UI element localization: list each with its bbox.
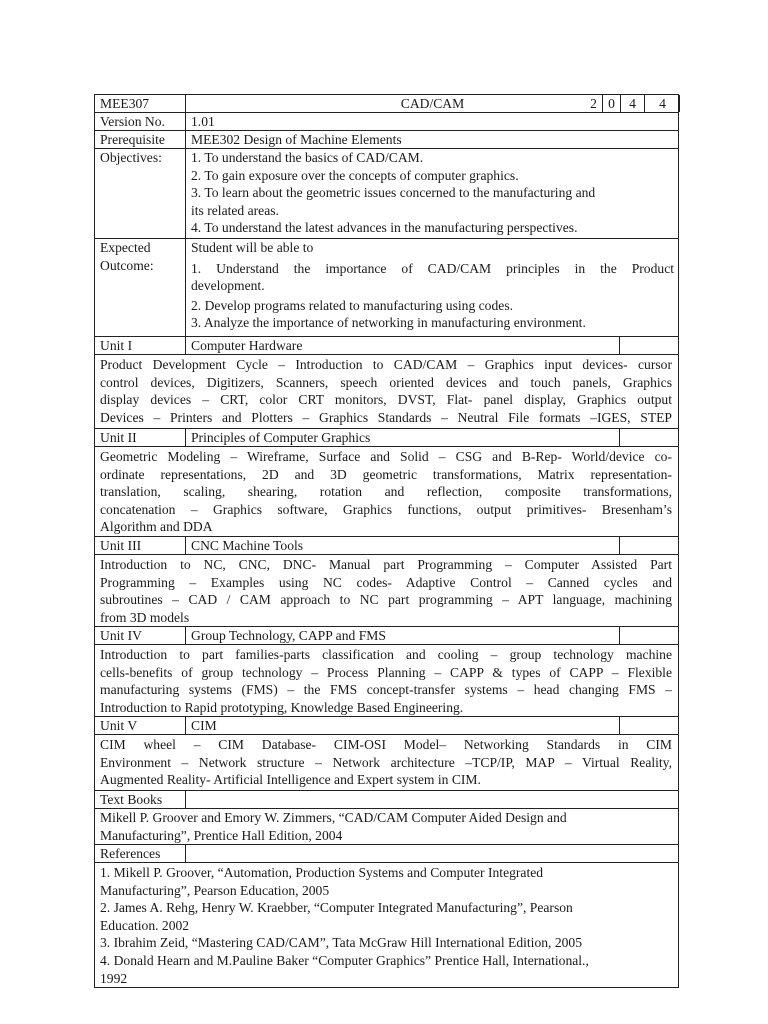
course-code: MEE307 xyxy=(95,95,186,112)
unit-line: manufacturing systems (FMS) – the FMS concept-transfer systems – head changing FMS – xyxy=(100,682,672,698)
reference-line: Education. 2002 xyxy=(100,917,190,933)
outcome-line: Student will be able to xyxy=(191,240,314,255)
outcome-label-line: Expected xyxy=(100,240,151,255)
unit-line: Product Development Cycle – Introduction to CAD/CAM – Graphics input devices- cursor xyxy=(100,357,672,372)
unit-title: Group Technology, CAPP and FMS xyxy=(186,627,620,644)
unit-content-row xyxy=(94,446,679,536)
unit-line: Introduction to Rapid prototyping, Knowledge Based Engineering. xyxy=(100,699,464,715)
version-row xyxy=(94,112,679,130)
unit-content xyxy=(95,447,678,536)
outcome-row xyxy=(94,238,679,336)
unit-line: Devices – Printers and Plotters – Graphics Standards – Neutral File formats –IGES, STEP xyxy=(100,409,672,425)
unit-label: Unit III xyxy=(95,537,186,554)
unit-line: CIM wheel – CIM Database- CIM-OSI Model– Networking Standards in CIM xyxy=(100,737,672,752)
unit-line: Augmented Reality- Artificial Intelligence and Expert system in CIM. xyxy=(100,772,481,788)
objective-line: 2. To gain exposure over the concepts of computer graphics. xyxy=(191,167,519,183)
course-header-row xyxy=(94,94,679,112)
unit-header-row xyxy=(94,626,679,644)
unit-label: Unit V xyxy=(95,717,186,734)
references-label: References xyxy=(95,845,186,862)
unit-title: Principles of Computer Graphics xyxy=(186,429,620,446)
unit-line: Environment – Network structure – Network architecture –TCP/IP, MAP – Virtual Reality, xyxy=(100,754,672,770)
objective-line: 3. To learn about the geometric issues concerned to the manufacturing and xyxy=(191,185,596,201)
prerequisite-label: Prerequisite xyxy=(95,131,186,148)
unit-content xyxy=(95,555,678,626)
unit-header-row xyxy=(94,536,679,554)
unit-line: cells-benefits of group technology – Process Planning – CAPP & types of CAPP – Flexible xyxy=(100,664,672,680)
unit-title: CNC Machine Tools xyxy=(186,537,620,554)
unit-line: Introduction to NC, CNC, DNC- Manual part Programming – Computer Assisted Part xyxy=(100,557,672,572)
unit-line: Algorithm and DDA xyxy=(100,519,213,535)
outcome-label xyxy=(95,239,186,336)
textbooks-label: Text Books xyxy=(95,791,186,808)
unit-line: Introduction to part families-parts classification and cooling – group technology machine xyxy=(100,647,672,662)
unit-content xyxy=(95,735,678,790)
unit-header-row xyxy=(94,428,679,446)
outcome-line: 3. Analyze the importance of networking in manufacturing environment. xyxy=(191,315,586,331)
unit-line: display devices – CRT, color CRT monitors, DVST, Flat- panel display, Graphics output xyxy=(100,392,672,408)
textbooks-header-row xyxy=(94,790,679,808)
version-label: Version No. xyxy=(95,113,186,130)
unit-title: Computer Hardware xyxy=(186,337,620,354)
unit-line: from 3D models xyxy=(100,609,190,625)
unit-content-row xyxy=(94,734,679,790)
prerequisite-row xyxy=(94,130,679,148)
ltpc-l: 2 xyxy=(585,95,603,112)
objective-line: 1. To understand the basics of CAD/CAM. xyxy=(191,150,424,165)
outcome-line: 2. Develop programs related to manufacturing using codes. xyxy=(191,297,514,313)
ltpc-t: 0 xyxy=(603,95,621,112)
objective-line: 4. To understand the latest advances in the manufacturing perspectives. xyxy=(191,220,578,236)
textbook-line: Mikell P. Groover and Emory W. Zimmers, “CAD/CAM Computer Aided Design and xyxy=(100,810,567,825)
unit-content-row xyxy=(94,354,679,428)
unit-label: Unit IV xyxy=(95,627,186,644)
reference-line: 1992 xyxy=(100,970,128,986)
reference-line: 3. Ibrahim Zeid, “Mastering CAD/CAM”, Tata McGraw Hill International Edition, 2005 xyxy=(100,935,583,951)
unit-content-row xyxy=(94,554,679,626)
reference-line: 1. Mikell P. Groover, “Automation, Production Systems and Computer Integrated xyxy=(100,865,544,880)
objectives-label: Objectives: xyxy=(95,149,186,238)
objectives-row xyxy=(94,148,679,238)
unit-content-row xyxy=(94,644,679,716)
references-content xyxy=(95,863,678,987)
unit-line: concatenation – Graphics software, Graphics functions, output primitives- Bresenham’s xyxy=(100,501,672,517)
unit-line: Programming – Examples using NC codes- Adaptive Control – Canned cycles and xyxy=(100,574,672,590)
course-title: CAD/CAM xyxy=(186,95,680,112)
prerequisite-value: MEE302 Design of Machine Elements xyxy=(191,132,402,147)
references-content-row xyxy=(94,862,679,988)
outcome-line: development. xyxy=(191,278,265,294)
outcome-label-line: Outcome: xyxy=(100,257,154,273)
objectives-content xyxy=(186,149,680,238)
unit-header-row xyxy=(94,336,679,354)
references-header-row xyxy=(94,844,679,862)
ltpc-c: 4 xyxy=(659,96,666,111)
unit-line: Geometric Modeling – Wireframe, Surface and Solid – CSG and B-Rep- World/device co- xyxy=(100,449,672,464)
reference-line: 2. James A. Rehg, Henry W. Kraebber, “Computer Integrated Manufacturing”, Pearson xyxy=(100,900,573,916)
ltpc-p: 4 xyxy=(621,95,645,112)
textbooks-content-row xyxy=(94,808,679,844)
unit-label: Unit I xyxy=(95,337,186,354)
outcome-line: 1. Understand the importance of CAD/CAM principles in the Product xyxy=(191,260,674,276)
version-value: 1.01 xyxy=(191,114,215,129)
objective-line: its related areas. xyxy=(191,202,279,218)
unit-line: ordinate representations, 2D and 3D geometric transformations, Matrix representation- xyxy=(100,466,672,482)
unit-label: Unit II xyxy=(95,429,186,446)
reference-line: Manufacturing”, Pearson Education, 2005 xyxy=(100,882,330,898)
textbook-line: Manufacturing”, Prentice Hall Edition, 2004 xyxy=(100,827,343,843)
unit-line: control devices, Digitizers, Scanners, speech oriented devices and touch panels, Graphics xyxy=(100,374,672,390)
unit-content xyxy=(95,355,678,428)
unit-title: CIM xyxy=(186,717,620,734)
unit-content xyxy=(95,645,678,716)
unit-header-row xyxy=(94,716,679,734)
textbooks-content xyxy=(95,809,678,844)
outcome-content xyxy=(186,239,680,336)
unit-line: translation, scaling, shearing, rotation and reflection, composite transformations, xyxy=(100,484,672,500)
reference-line: 4. Donald Hearn and M.Pauline Baker “Computer Graphics” Prentice Hall, International., xyxy=(100,952,589,968)
unit-line: subroutines – CAD / CAM approach to NC part programming – APT language, machining xyxy=(100,592,672,608)
